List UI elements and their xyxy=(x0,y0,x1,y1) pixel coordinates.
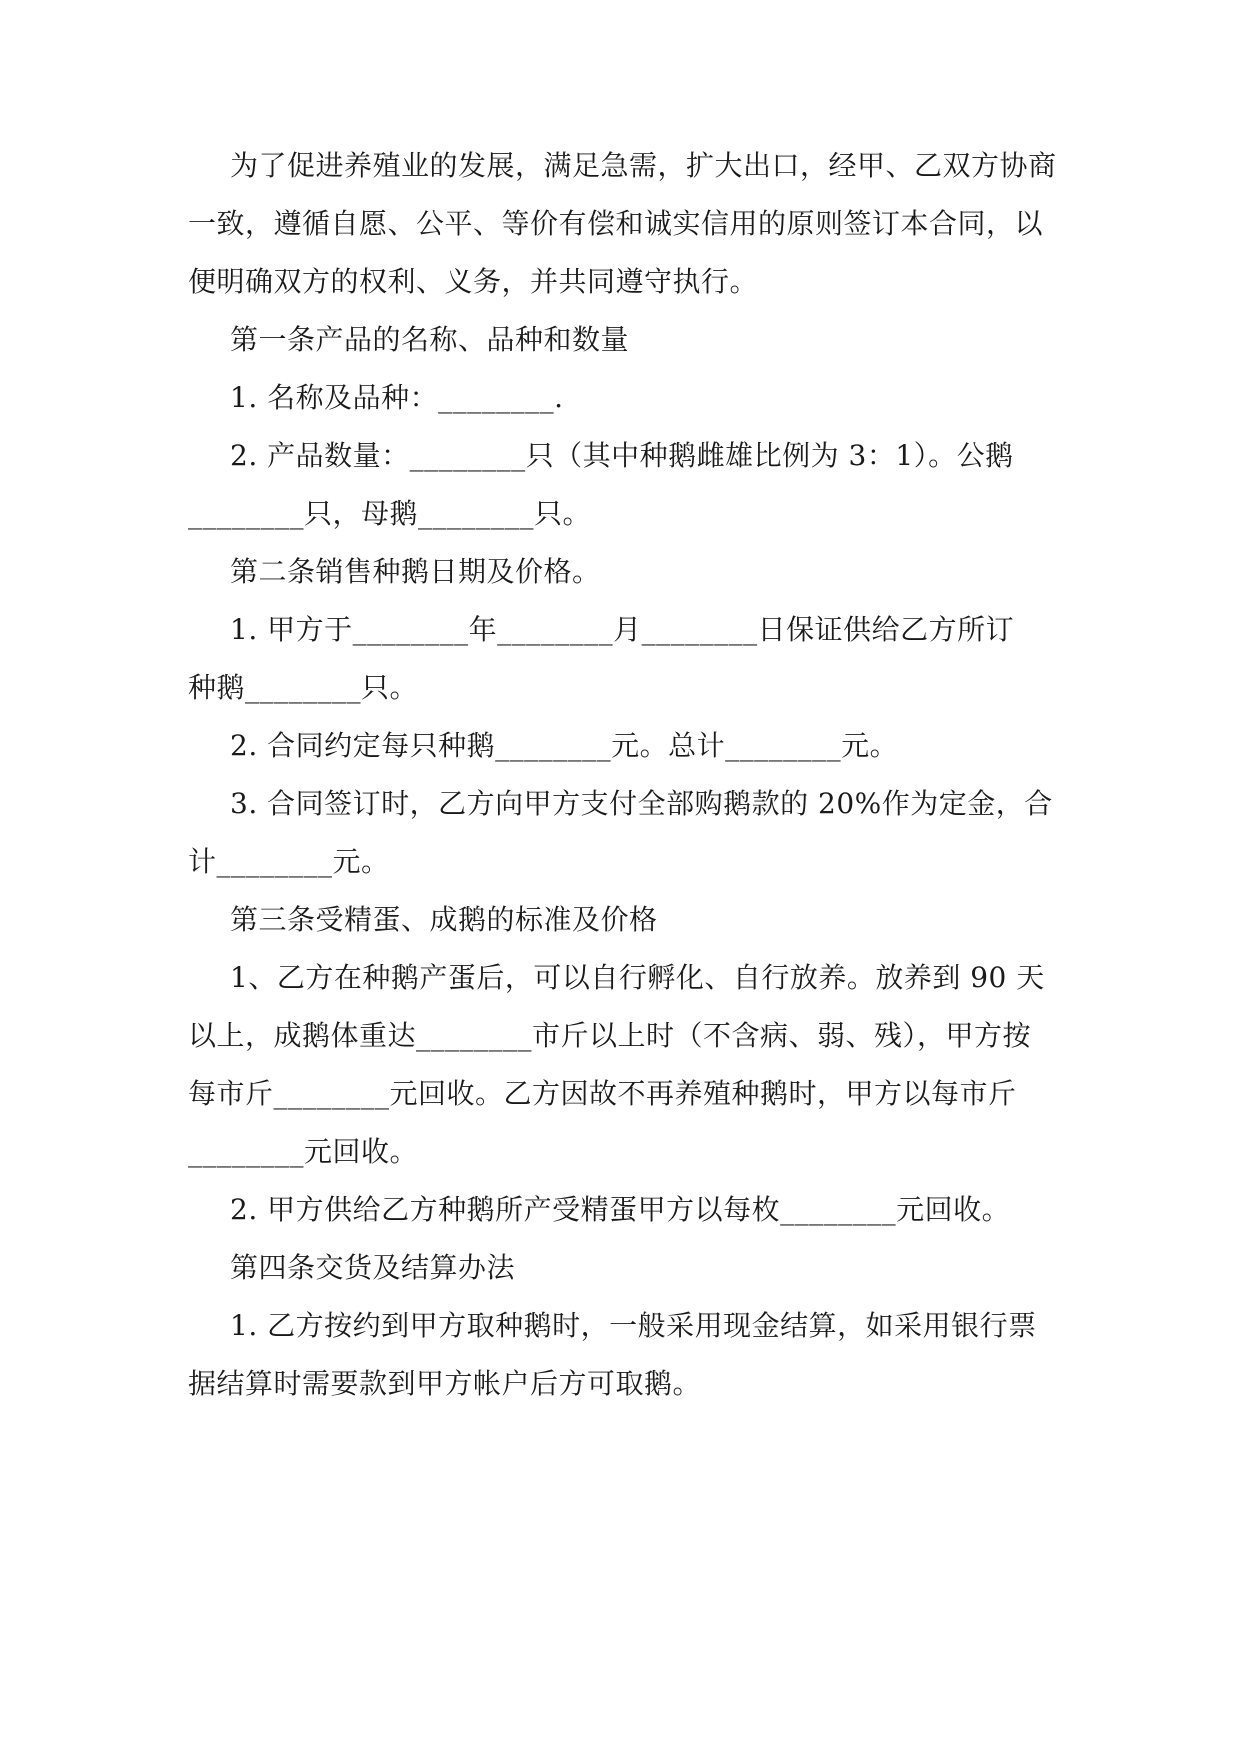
article-1-heading: 第一条产品的名称、品种和数量 xyxy=(230,323,630,356)
article-3-heading: 第三条受精蛋、成鹅的标准及价格 xyxy=(230,903,658,936)
article-3-item-1-line-3: 每市斤________元回收。乙方因故不再养殖种鹅时，甲方以每市斤 xyxy=(188,1077,1017,1110)
article-3-item-1-line-4: ________元回收。 xyxy=(188,1135,419,1168)
article-1-item-2-line-1: 2. 产品数量：________只（其中种鹅雌雄比例为 3：1）。公鹅 xyxy=(230,439,1014,472)
article-2-item-1-line-2: 种鹅________只。 xyxy=(188,671,419,704)
paragraph-intro-line-2: 一致，遵循自愿、公平、等价有偿和诚实信用的原则签订本合同，以 xyxy=(188,207,1044,240)
article-4-item-1-line-2: 据结算时需要款到甲方帐户后方可取鹅。 xyxy=(188,1367,702,1400)
article-4-item-1-line-1: 1. 乙方按约到甲方取种鹅时，一般采用现金结算，如采用银行票 xyxy=(230,1309,1037,1342)
article-4-heading: 第四条交货及结算办法 xyxy=(230,1251,516,1284)
article-2-item-3-line-2: 计________元。 xyxy=(188,845,390,878)
article-3-item-1-line-2: 以上，成鹅体重达________市斤以上时（不含病、弱、残），甲方按 xyxy=(188,1019,1032,1052)
article-2-item-3-line-1: 3. 合同签订时，乙方向甲方支付全部购鹅款的 20%作为定金，合 xyxy=(230,787,1053,820)
article-3-item-2: 2. 甲方供给乙方种鹅所产受精蛋甲方以每枚________元回收。 xyxy=(230,1193,1011,1226)
article-1-item-1: 1. 名称及品种：________. xyxy=(230,381,564,414)
article-2-item-2: 2. 合同约定每只种鹅________元。总计________元。 xyxy=(230,729,899,762)
article-1-item-2-line-2: ________只，母鹅________只。 xyxy=(188,497,592,530)
paragraph-intro-line-1: 为了促进养殖业的发展，满足急需，扩大出口，经甲、乙双方协商 xyxy=(230,149,1057,182)
article-2-item-1-line-1: 1. 甲方于________年________月________日保证供给乙方所订 xyxy=(230,613,1015,646)
article-2-heading: 第二条销售种鹅日期及价格。 xyxy=(230,555,601,588)
article-3-item-1-line-1: 1、乙方在种鹅产蛋后，可以自行孵化、自行放养。放养到 90 天 xyxy=(230,961,1045,994)
paragraph-intro-line-3: 便明确双方的权利、义务，并共同遵守执行。 xyxy=(188,265,759,298)
